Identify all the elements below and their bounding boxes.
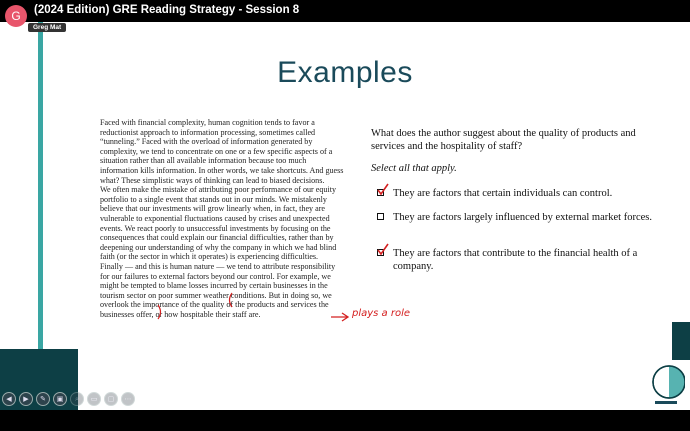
prev-icon[interactable]: ◀ [2, 392, 16, 406]
channel-name-tag[interactable]: Greg Mat [28, 23, 66, 32]
question-text: What does the author suggest about the quality of products and services and the hospitality of staff? [371, 128, 636, 152]
option-label: They are factors largely influenced by external market forces. [393, 212, 652, 223]
checkbox[interactable] [377, 213, 384, 220]
arrow-icon [330, 311, 350, 323]
red-check-icon [376, 243, 390, 257]
brand-logo-icon [645, 362, 685, 406]
next-icon[interactable]: ▶ [19, 392, 33, 406]
question-instruction: Select all that apply. [371, 163, 457, 174]
passage-paragraph: Finally — and this is human nature — we tend to attribute responsibility for our failures to external factors beyond our control. For example, we might be tempted to blame losses incurred by certain businesses in the tourism sector on poor summer weather conditions. But in doing so, we overlook the importance of the quality of the products and services the businesses offer, or how hospitable their staff are. [100, 261, 336, 319]
player-bottom-bar [0, 410, 690, 431]
slide [0, 22, 690, 410]
option-label: They are factors that contribute to the financial health of a company. [393, 248, 638, 272]
slide-icon[interactable]: ▣ [53, 392, 67, 406]
passage-paragraph: Faced with financial complexity, human cognition tends to favor a reductionist approach to information processing, sometimes called “tunneling.” Faced with the overload of information generated by complexity, we tend to concentrate on one or a few specific aspects of a situation rather than all available information because too much information kills information. In other words, we take shortcuts. And guess what? These simplistic ways of thinking can lead to biased decisions. [100, 118, 344, 185]
option-label: They are factors that certain individuals can control. [393, 188, 613, 199]
handwritten-bracket-close [156, 304, 164, 320]
zoom-icon[interactable]: ⌕ [70, 392, 84, 406]
more-icon[interactable]: ⋯ [121, 392, 135, 406]
handwritten-bracket-open [226, 292, 234, 308]
annotation-text: plays a role [352, 308, 411, 319]
slide-title: Examples [277, 56, 413, 89]
reading-passage [100, 118, 346, 319]
channel-avatar[interactable]: G [5, 5, 27, 27]
red-check-icon [376, 183, 390, 197]
pen-icon[interactable]: ✎ [36, 392, 50, 406]
video-title[interactable]: (2024 Edition) GRE Reading Strategy - Session 8 [34, 4, 300, 16]
passage-paragraph: We often make the mistake of attributing poor performance of our equity portfolio to a single event that stands out in our minds. We mistakenly believe that our investments will grow linearly when, in fact, they are vulnerable to exponential fluctuations caused by crises and unexpected events. We react poorly to unsuccessful investments by focusing on the consequences that could explain our financial difficulties, rather than by deepening our understanding of why the company in which we had blind faith (or the sector in which it operates) is experiencing difficulties. [100, 185, 337, 262]
caption-icon[interactable]: ▭ [87, 392, 101, 406]
slide-edge-block [672, 322, 690, 360]
comment-icon[interactable]: ▢ [104, 392, 118, 406]
handwritten-annotation [330, 308, 420, 328]
presentation-toolbar [2, 392, 135, 408]
title-bar [0, 0, 690, 22]
